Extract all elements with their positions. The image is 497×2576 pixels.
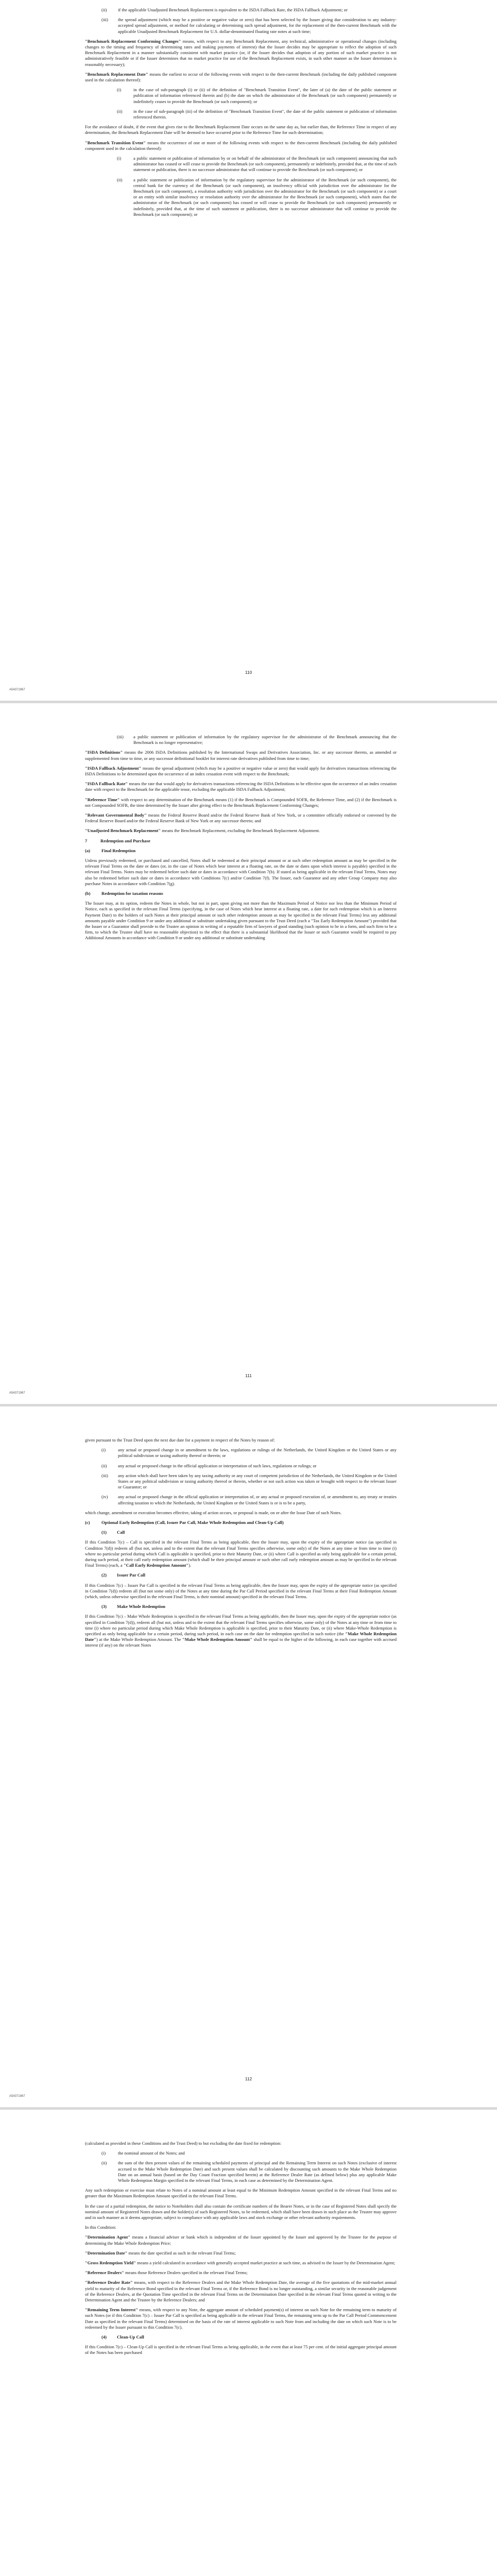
page-content: [85, 703, 397, 941]
document-page: [0, 2110, 497, 2576]
section-heading: 7 Redemption and Purchase: [85, 838, 150, 843]
list-item: (ii) the sum of the then present values of the remaining scheduled payments of principal and the Remaining Term Interest on such Notes (exclusive of interest accrued to the Make Whole Redemption Date) and such present values shall be calculated by discounting such amounts to the Make Whole Redemption Date on an annual basis (based on the Day Count Fraction specified herein) at the Reference Dealer Rate (as defined below) plus any applicable Make Whole Redemption Margin specified in the relevant Final Terms, in each case as determined by the Determination Agent.: [101, 2160, 397, 2183]
list-item: (ii) a public statement or publication of information by the regulatory supervisor for the administrator of the Benchmark (or such component), the central bank for the currency of the Benchmark (or such component), an insolvency official with jurisdiction over the administrator for the Benchmark (or such component), a resolution authority with jurisdiction over the administrator for the Benchmark (or such component) or a court or an entity with similar insolvency or resolution authority over the administrator for the Benchmark (or such component), which states that the administrator of the Benchmark (or such component) has ceased or will cease to provide the Benchmark (or such component) permanently or indefinitely, provided that, at the time of such statement or publication, there is no successor administrator that will continue to provide the Benchmark (or such component); or: [117, 177, 397, 217]
paragraph: which change, amendment or execution becomes effective, taking of action occurs, or proposal is made, on or after the Issue Date of such Notes.: [85, 1510, 342, 1515]
page-number: 111: [245, 1373, 252, 1378]
definition-paragraph: "Determination Date" means the date specified as such in the relevant Final Terms;: [85, 2250, 236, 2256]
definition-paragraph: "Gross Redemption Yield" means a yield calculated in accordance with generally accepted market practice at such time, as advised to the Issuer by the Determination Agent;: [85, 2260, 395, 2266]
document-reference: A54371967: [9, 2095, 25, 2098]
clause-heading: (2) Issuer Par Call: [101, 1572, 146, 1578]
definition-paragraph: "ISDA Fallback Adjustment" means the spread adjustment (which may be a positive or negative value or zero) that would apply for derivatives transactions referencing the ISDA Definitions to be determined upon the occurrence of an index cessation event with respect to the Benchmark;: [85, 765, 397, 777]
definition-paragraph: "Determination Agent" means a financial adviser or bank which is independent of the Issuer appointed by the Issuer and approved by the Trustee for the purpose of determining the Make Whole Redemption Price;: [85, 2234, 397, 2246]
paragraph: If this Condition 7(c) – Make Whole Redemption is specified in the relevant Final Terms as being applicable, then the Issuer may, upon the expiry of the appropriate notice (as specified in Condition 7(d)), redeem all (but not, unless and to the extent that the relevant Final Terms specifies otherwise, some only) of the Notes at any time or from time to time (i) where no particular period during which Make Whole Redemption is applicable is specified, prior to their Maturity Date, or (ii) where Make-Whole Redemption is specified as only being applicable for a certain period, during such period, in each case on the date for redemption specified in such notice (the "Make Whole Redemption Date") at the Make Whole Redemption Amount. The "Make Whole Redemption Amount" shall be equal to the higher of the following, in each case together with accrued interest (if any) on the relevant Notes: [85, 1614, 397, 1648]
page-number: 110: [245, 670, 252, 675]
definition-paragraph: "Benchmark Replacement Date" means the earliest to occur of the following events with respect to the then-current Benchmark (including the daily published component used in the calculation thereof):: [85, 71, 397, 83]
list-item: (iii) the spread adjustment (which may be a positive or negative value or zero) that has been selected by the Issuer giving due consideration to any industry-accepted spread adjustment, or method for calculating or determining such spread adjustment, for the replacement of the then-current Benchmark with the applicable Unadjusted Benchmark Replacement for U.S. dollar-denominated floating rate notes at such time;: [101, 17, 397, 34]
list-item: (iv) any actual or proposed change in the official application or interpretation of, or any actual or proposed execution of, or amendment to, any treaty or treaties affecting taxation to which the Netherlands, the United Kingdom or the United States is or is to be a party,: [101, 1494, 397, 1505]
paragraph: If this Condition 7(c) – Call is specified in the relevant Final Terms as being applicable, then the Issuer may, upon the expiry of the appropriate notice (as specified in Condition 7(d)) redeem all (but not, unless and to the extent that the relevant Final Terms specifies otherwise, some only) of the Notes at any time or from time to time (i) where no particular period during which Call is applicable is specified, prior to their Maturity Date, or (ii) where Call is specified as only being applicable for a certain period, during such period, at their call early redemption amount (which shall be their principal amount or such other call early redemption amount as may be specified in the relevant Final Terms) (each, a "Call Early Redemption Amount").: [85, 1539, 397, 1568]
definition-paragraph: "Unadjusted Benchmark Replacement" means the Benchmark Replacement, excluding the Benchmark Replacement Adjustment.: [85, 828, 320, 834]
page-number: 112: [245, 2076, 252, 2081]
definition-paragraph: "Reference Dealer Rate" means, with respect to the Reference Dealers and the Make Whole Redemption Date, the average of the five quotations of the mid-market annual yield to maturity of the Reference Bond specified in the relevant Final Terms or, if the Reference Bond is no longer outstanding, a similar security in the reasonable judgement of the Reference Dealers, at the Quotation Time specified in the relevant Final Terms on the Determination Date specified in the relevant Final Terms quoted in writing to the Determination Agent and the Trustee by the Reference Dealers; and: [85, 2280, 397, 2303]
subsection-heading: (b) Redemption for taxation reasons: [85, 891, 163, 896]
paragraph: given pursuant to the Trust Deed upon the next due date for a payment in respect of the Notes by reason of:: [85, 1437, 275, 1443]
definition-paragraph: "Relevant Governmental Body" means the Federal Reserve Board and/or the Federal Reserve Bank of New York, or a committee officially endorsed or convened by the Federal Reserve Board and/or the Federal Reserve Bank of New York or any successor thereto; and: [85, 812, 397, 824]
list-item: (ii) in the case of sub-paragraph (iii) of the definition of "Benchmark Transition Event", the date of the public statement or publication of information referenced therein.: [117, 108, 397, 120]
definition-paragraph: "ISDA Fallback Rate" means the rate that would apply for derivatives transactions referencing the ISDA Definitions to be effective upon the occurrence of an index cessation date with respect to the Benchmark for the applicable tenor, excluding the applicable ISDA Fallback Adjustment;: [85, 781, 397, 792]
document-reference: A54371967: [9, 688, 25, 691]
paragraph: If this Condition 7(c) – Issuer Par Call is specified in the relevant Final Terms as being applicable, then the Issuer may, upon the expiry of the appropriate notice (as specified in Condition 7(d)) redeem all (but not some only) of the Notes at any time during the Par Call Period specified in the relevant Final Terms at their Final Redemption Amount (which, unless otherwise specified in the relevant Final Terms, is their nominal amount) specified in the relevant Final Terms.: [85, 1582, 397, 1600]
list-item: (i) in the case of sub-paragraph (i) or (ii) of the definition of "Benchmark Transition Event", the later of (a) the date of the public statement or publication of information referenced therein and (b) the date on which the administrator of the Benchmark (or such component) permanently or indefinitely ceases to provide the Benchmark (or such component); or: [117, 87, 397, 104]
subsection-heading: (c) Optional Early Redemption (Call, Issuer Par Call, Make Whole Redemption and Clean-Up Call): [85, 1520, 284, 1526]
document-page: [0, 1406, 497, 2107]
subsection-heading: (a) Final Redemption: [85, 848, 136, 853]
clause-heading: (3) Make Whole Redemption: [101, 1604, 165, 1609]
definition-paragraph: "Reference Dealers" means those Reference Dealers specified in the relevant Final Terms;: [85, 2270, 248, 2276]
document-page: [0, 703, 497, 1404]
definition-paragraph: "Reference Time" with respect to any determination of the Benchmark means (1) if the Benchmark is Compounded SOFR, the Reference Time, and (2) if the Benchmark is not Compounded SOFR, the time determined by the Issuer after giving effect to the Benchmark Replacement Conforming Changes;: [85, 796, 397, 808]
paragraph: (calculated as provided in these Conditions and the Trust Deed) to but excluding the date fixed for redemption:: [85, 2141, 282, 2146]
definition-paragraph: "Benchmark Replacement Conforming Changes" means, with respect to any Benchmark Replacement, any technical, administrative or operational changes (including changes to the timing and frequency of determining rates and making payments of interest) that the Issuer decides may be appropriate to reflect the adoption of such Benchmark Replacement in a manner substantially consistent with market practice (or, if the Issuer decides that adoption of any portion of such market practice is not administratively feasible or if the Issuer determines that no market practice for use of the Benchmark Replacement exists, in such other manner as the Issuer determines is reasonably necessary);: [85, 38, 397, 67]
list-item: (ii) any actual or proposed change in the official application or interpretation of such laws, regulations or rulings; or: [101, 1463, 317, 1468]
paragraph: Any such redemption or exercise must relate to Notes of a nominal amount at least equal to the Minimum Redemption Amount specified in the relevant Final Terms and no greater than the Maximum Redemption Amount specified in the relevant Final Terms.: [85, 2188, 397, 2199]
definition-paragraph: "Remaining Term Interest" means, with respect to any Note, the aggregate amount of scheduled payment(s) of interest on such Note for the remaining term to maturity of such Notes (or if this Condition 7(c) – Issuer Par Call is specified as being applicable in the relevant Final Terms, the remaining term up to the Par Call Period Commencement Date as specified in the relevant Final Terms) determined on the basis of the rate of interest applicable to such Note from and including the date on which such Note is to be redeemed by the Issuer pursuant to this Condition 7(c).: [85, 2307, 397, 2330]
paragraph: The Issuer may, at its option, redeem the Notes in whole, but not in part, upon giving not more than the Maximum Period of Notice nor less than the Minimum Period of Notice, each as specified in the relevant Final Terms (specifying, in the case of Notes which bear interest at a floating rate, a date for such redemption which is an Interest Payment Date) to the holders of such Notes at their principal amount or such other redemption amount as may be specified in the relevant Final Terms) less any additional amounts payable under Condition 9 or under any additional or substitute undertaking given pursuant to the Trust Deed (each a "Tax Early Redemption Amount") provided that the Issuer or a Guarantor shall provide to the Trustee an opinion in writing of a reputable firm of lawyers of good standing (such opinion to be in a form, and such firm to be a firm, to which the Trustee shall have no reasonable objection) to the effect that there is a substantial likelihood that the Issuer or such Guarantor would be required to pay Additional Amounts in accordance with Condition 9 or under any additional or substitute undertaking: [85, 901, 397, 941]
list-item: (iii) any action which shall have been taken by any taxing authority or any court of competent jurisdiction of the Netherlands, the United Kingdom or the United States or any political subdivision or taxing authority thereof or therein, whether or not such action was taken or brought with respect to the relevant Issuer or Guarantor; or: [101, 1472, 397, 1490]
page-content: [85, 1406, 397, 1649]
clause-heading: (1) Call: [101, 1530, 125, 1535]
document-reference: A54371967: [9, 1392, 25, 1395]
paragraph: In this Condition:: [85, 2225, 116, 2230]
paragraph: In the case of a partial redemption, the notice to Noteholders shall also contain the certificate numbers of the Bearer Notes, or in the case of Registered Notes shall specify the nominal amount of Registered Notes drawn and the holder(s) of such Registered Notes, to be redeemed, which shall have been drawn in such place as the Trustee may approve and in such manner as it deems appropriate, subject to compliance with any applicable laws and stock exchange or other relevant authority requirements.: [85, 2203, 397, 2221]
list-item: (iii) a public statement or publication of information by the regulatory supervisor for the administrator of the Benchmark announcing that the Benchmark is no longer representative;: [117, 734, 397, 745]
page-content: [85, 2110, 397, 2356]
list-item: (i) the nominal amount of the Notes; and: [101, 2150, 185, 2156]
clause-heading: (4) Clean-Up Call: [101, 2334, 144, 2340]
list-item: (i) any actual or proposed change in or amendment to the laws, regulations or rulings of the Netherlands, the United Kingdom or the United States or any political subdivision or taxing authority thereof or therein; or: [101, 1447, 397, 1459]
list-item: (i) a public statement or publication of information by or on behalf of the administrator of the Benchmark (or such component) announcing that such administrator has ceased or will cease to provide the Benchmark (or such component), permanently or indefinitely, provided that, at the time of such statement or publication, there is no successor administrator that will continue to provide the Benchmark (or such component); or: [117, 156, 397, 173]
definition-paragraph: "Benchmark Transition Event" means the occurrence of one or more of the following events with respect to the then-current Benchmark (including the daily published component used in the calculation thereof):: [85, 140, 397, 151]
document-page: [0, 0, 497, 701]
page-content: [85, 0, 397, 217]
definition-paragraph: "ISDA Definitions" means the 2006 ISDA Definitions published by the International Swaps and Derivatives Association, Inc. or any successor thereto, as amended or supplemented from time to time, or any successor definitional booklet for interest rate derivatives published from time to time;: [85, 750, 397, 761]
paragraph: Unless previously redeemed, or purchased and cancelled, Notes shall be redeemed at their principal amount or at such other redemption amount as may be specified in the relevant Final Terms on the date or dates (or, in the case of Notes which bear interest at a floating rate, on the date or dates upon which interest is payable) specified in the relevant Final Terms. Notes may be redeemed before such date or dates in accordance with Condition 7(b). If stated as being applicable in the relevant Final Terms, Notes may also be redeemed before such date or dates in accordance with Conditions 7(c) and/or Condition 7(f). The Issuer, each Guarantor and any other Group Company may also purchase Notes in accordance with Condition 7(g).: [85, 858, 397, 886]
paragraph: If this Condition 7(c) – Clean-Up Call is specified in the relevant Final Terms as being applicable, in the event that at least 75 per cent. of the initial aggregate principal amount of the Notes has been purchased: [85, 2344, 397, 2355]
list-item: (ii) if the applicable Unadjusted Benchmark Replacement is equivalent to the ISDA Fallback Rate, the ISDA Fallback Adjustment; or: [101, 7, 348, 12]
paragraph: For the avoidance of doubt, if the event that gives rise to the Benchmark Replacement Date occurs on the same day as, but earlier than, the Reference Time in respect of any determination, the Benchmark Replacement Date will be deemed to have occurred prior to the Reference Time for such determination;: [85, 124, 397, 135]
